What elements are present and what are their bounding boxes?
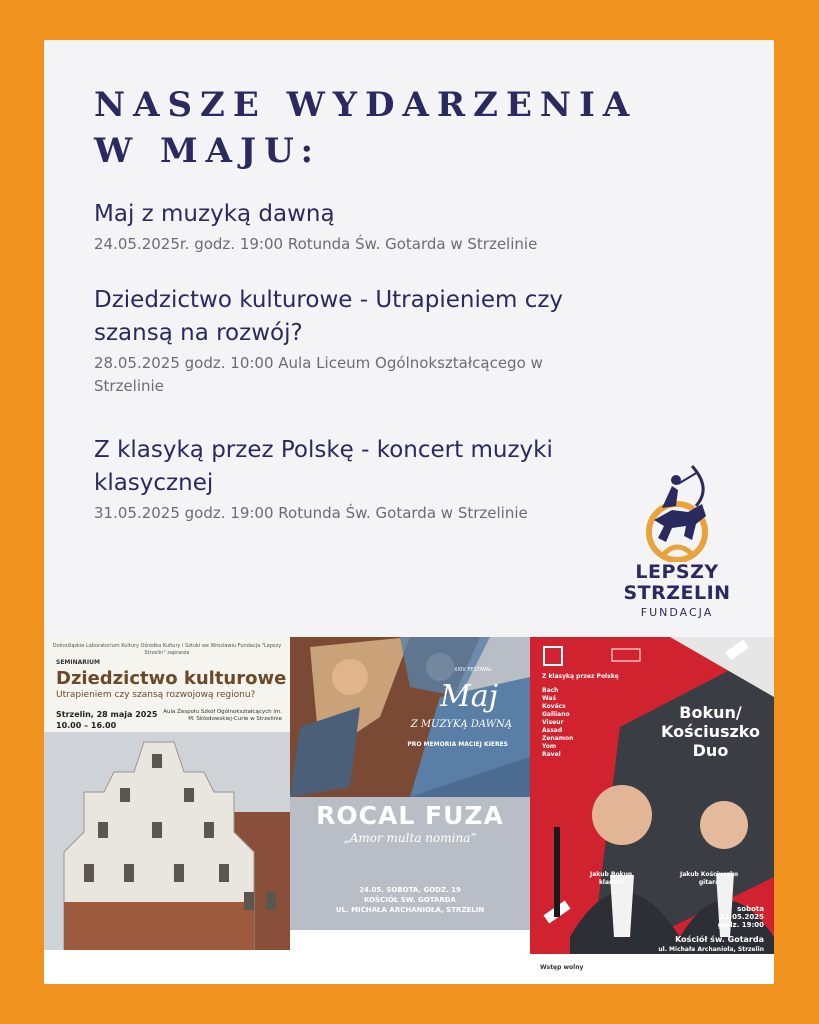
poster-date-text: Strzelin, 28 maja 2025 [56, 710, 158, 719]
poster-subtitle: Utrapieniem czy szansą rozwojową regionu? [56, 690, 256, 700]
poster-sponsors [290, 930, 530, 984]
concert-date: 24.05. SOBOTA, GODZ. 19 [359, 886, 461, 894]
concert-place-1: Kościół św. Gotarda [675, 935, 764, 944]
event-title: Z klasyką przez Polskę - koncert muzyki klasycznej [94, 437, 553, 496]
poster-seminar[interactable] [44, 637, 290, 984]
series-title: Z klasyką przez Polskę [542, 673, 619, 680]
event-item [94, 434, 634, 525]
duo-line-3: Duo [692, 741, 729, 760]
event-item [94, 198, 654, 256]
poster-time-text: 10.00 – 16.00 [56, 721, 117, 730]
artist-1 [590, 871, 632, 887]
historic-building-image [44, 732, 290, 950]
artist-2-role: gitara [698, 879, 720, 886]
festival-label: XXIV FESTIWAL [454, 667, 492, 673]
composer: Viseur [542, 719, 564, 726]
event-title: Dziedzictwo kulturowe - Utrapieniem czy szansą na rozwój? [94, 287, 564, 346]
event-item [94, 284, 594, 398]
poster-title: Dziedzictwo kulturowe [56, 668, 287, 689]
heading-line-1: NASZE WYDARZENIA [94, 85, 638, 125]
composer: Waś [542, 695, 557, 702]
concert-date-text: 31.05.2025 [719, 913, 764, 921]
logo-name-1: LEPSZY [635, 561, 719, 583]
artist-2-name: Jakub Kościuszko [680, 871, 739, 878]
poster-place: Aula Zespołu Szkół Ogólnokształcących im. M. Skłodowskiej-Curie w Strzelinie [163, 709, 282, 722]
composer: Assad [542, 727, 563, 734]
memoria-label: PRO MEMORIA MACIEJ KIERES [407, 741, 508, 748]
artist-2 [680, 871, 738, 887]
composer: Bach [542, 687, 559, 694]
poster-date [56, 709, 157, 731]
concert-time: godz. 19:00 [717, 921, 764, 929]
maj-title: Maj [440, 679, 498, 714]
muzyka-title: Z MUZYKĄ DAWNĄ [410, 719, 512, 730]
artist-1-role: klarnet [598, 879, 624, 886]
concert-info [310, 885, 510, 915]
composer: Zenamon [542, 735, 574, 742]
poster-maj-muzyka[interactable] [290, 637, 530, 984]
poster-sponsors [530, 954, 774, 984]
content-card [44, 40, 774, 984]
page-heading [94, 82, 637, 174]
event-meta: 31.05.2025 godz. 19:00 Rotunda Św. Gotarda w Strzelinie [94, 504, 528, 522]
archer-horse-icon [632, 460, 722, 562]
logo-subtitle: FUNDACJA [640, 606, 714, 619]
event-title: Maj z muzyką dawną [94, 201, 335, 227]
concert-place [658, 935, 764, 955]
concert-place-1: KOŚCIÓŁ ŚW. GOTARDA [364, 896, 456, 904]
concert-day: sobota [737, 905, 764, 913]
free-entry: Wstęp wolny [540, 964, 584, 971]
event-meta: 24.05.2025r. godz. 19:00 Rotunda Św. Gotarda w Strzelinie [94, 235, 538, 253]
concert-place-2: ul. Michała Archanioła, Strzelin [658, 946, 764, 953]
composer: Kovács [542, 703, 566, 710]
poster-kind: SEMINARIUM [56, 659, 100, 666]
composer: Yom [542, 743, 557, 750]
duo-name [661, 703, 760, 760]
artist-1-name: Jakub Bokun [590, 871, 633, 878]
composer: Ravel [542, 751, 561, 758]
poster-sponsors [44, 950, 290, 984]
composer-list [542, 687, 573, 759]
concert-place-2: UL. MICHAŁA ARCHANIOŁA, STRZELIN [335, 906, 485, 914]
heading-line-2: W MAJU: [94, 131, 322, 171]
duo-line-1: Bokun/ [679, 703, 742, 722]
renaissance-painting-image [290, 637, 530, 797]
ensemble-name: ROCAL FUZA [316, 801, 504, 830]
concert-motto: „Amor multa nomina” [343, 831, 477, 845]
poster-klasyka[interactable] [530, 637, 774, 984]
posters-strip [44, 637, 774, 984]
poster-organizer: Dolnośląskie Laboratorium Kultury Ośrodka Kultury i Sztuki we Wrocławiu Fundacja "Lepszy Strzelin" zaprasza [52, 643, 282, 656]
duo-line-2: Kościuszko [660, 722, 760, 741]
composer: Galliano [542, 711, 570, 718]
concert-date [718, 905, 764, 929]
lepszy-strzelin-logo [612, 460, 742, 619]
event-meta: 28.05.2025 godz. 10:00 Aula Liceum Ogólnokształcącego w Strzelinie [94, 354, 543, 395]
logo-name-2: STRZELIN [623, 582, 731, 604]
